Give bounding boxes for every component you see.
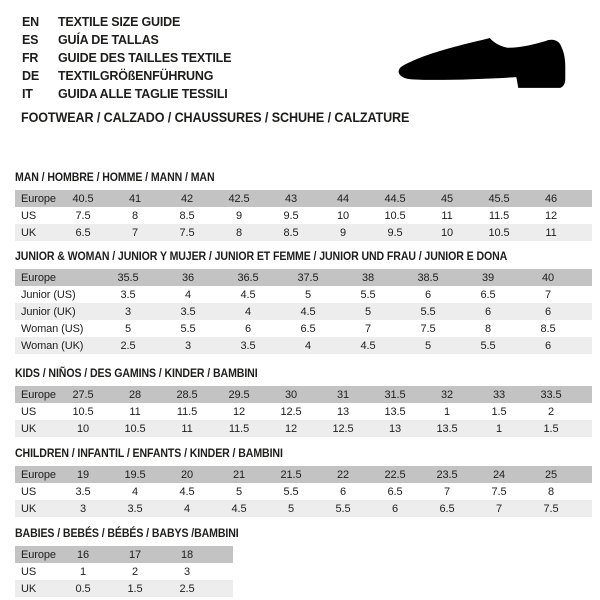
size-cell: 19.5	[124, 468, 146, 481]
size-cell: 5	[304, 288, 312, 301]
size-cell: 2	[547, 405, 555, 418]
row-label: UK	[21, 502, 37, 515]
size-cell: 7	[443, 485, 451, 498]
size-cell: 1.5	[543, 422, 559, 435]
size-cell: 2	[131, 565, 139, 578]
size-cell: 13.5	[436, 422, 458, 435]
size-cell: 45	[440, 192, 454, 205]
size-cell: 10	[76, 422, 90, 435]
table-row	[15, 269, 592, 286]
size-cell: 4	[244, 305, 252, 318]
size-cell: 5	[235, 485, 243, 498]
row-label: Europe	[21, 388, 56, 401]
section-title: BABIES / BEBÉS / BÉBÉS / BABYS /BAMBINI	[15, 526, 239, 540]
size-cell: 35.5	[117, 271, 139, 284]
size-cell: 2.5	[120, 339, 136, 352]
size-cell: 9	[235, 209, 243, 222]
size-cell: 19	[76, 468, 90, 481]
size-cell: 2.5	[179, 582, 195, 595]
size-cell: 42	[180, 192, 194, 205]
size-cell: 11	[181, 422, 193, 435]
size-cell: 6	[244, 322, 252, 335]
size-cell: 5.5	[180, 322, 196, 335]
row-label: Junior (UK)	[21, 305, 76, 318]
section-title: KIDS / NIÑOS / DES GAMINS / KINDER / BAMBINI	[15, 366, 258, 380]
table-row	[15, 386, 592, 403]
row-label: US	[21, 485, 37, 498]
size-table-section	[15, 527, 269, 597]
size-cell: 11.5	[228, 422, 250, 435]
size-cell: 33	[492, 388, 506, 401]
size-cell: 3.5	[120, 288, 136, 301]
size-cell: 23.5	[436, 468, 458, 481]
size-cell: 4.5	[360, 339, 376, 352]
size-cell: 37.5	[297, 271, 319, 284]
table-row	[15, 190, 592, 207]
size-cell: 7	[495, 502, 503, 515]
size-cell: 27.5	[72, 388, 94, 401]
size-cell: 1.5	[491, 405, 507, 418]
size-cell: 4.5	[179, 485, 195, 498]
size-cell: 42.5	[228, 192, 250, 205]
size-cell: 6.5	[75, 226, 91, 239]
size-cell: 36.5	[237, 271, 259, 284]
size-cell: 6.5	[387, 485, 403, 498]
size-cell: 46	[544, 192, 558, 205]
size-cell: 21	[232, 468, 246, 481]
size-cell: 39	[481, 271, 495, 284]
size-cell: 3	[184, 339, 192, 352]
size-cell: 38.5	[417, 271, 439, 284]
table-row	[15, 337, 592, 354]
row-label: US	[21, 565, 37, 578]
language-code: IT	[22, 87, 33, 101]
size-cell: 12	[544, 209, 558, 222]
size-cell: 8	[131, 209, 139, 222]
size-cell: 8	[484, 322, 492, 335]
table-row	[15, 546, 233, 563]
size-cell: 5.5	[480, 339, 496, 352]
size-cell: 5	[124, 322, 132, 335]
language-row	[22, 31, 231, 49]
size-cell: 5	[364, 305, 372, 318]
size-cell: 43	[284, 192, 298, 205]
size-cell: 7.5	[420, 322, 436, 335]
size-table	[15, 190, 592, 241]
size-cell: 9.5	[387, 226, 403, 239]
language-row	[22, 13, 231, 31]
row-label: UK	[21, 226, 37, 239]
size-cell: 10.5	[124, 422, 146, 435]
language-label: TEXTILGRÖßENFÜHRUNG	[58, 69, 214, 83]
size-cell: 3	[124, 305, 132, 318]
row-label: Europe	[21, 192, 56, 205]
size-cell: 4	[131, 485, 139, 498]
row-label: UK	[21, 422, 37, 435]
size-table	[15, 269, 592, 354]
size-cell: 45.5	[488, 192, 510, 205]
size-cell: 1	[495, 422, 503, 435]
size-cell: 44	[336, 192, 350, 205]
row-label: Woman (US)	[21, 322, 84, 335]
size-cell: 5.5	[360, 288, 376, 301]
size-cell: 13.5	[384, 405, 406, 418]
size-cell: 13	[388, 422, 402, 435]
size-cell: 41	[128, 192, 142, 205]
size-cell: 6.5	[439, 502, 455, 515]
size-cell: 6	[544, 339, 552, 352]
table-row	[15, 303, 592, 320]
size-cell: 8.5	[283, 226, 299, 239]
size-cell: 10.5	[72, 405, 94, 418]
table-row	[15, 207, 592, 224]
table-row	[15, 224, 592, 241]
row-label: Junior (US)	[21, 288, 76, 301]
language-label: TEXTILE SIZE GUIDE	[58, 15, 181, 29]
size-cell: 5	[424, 339, 432, 352]
size-cell: 11	[441, 209, 453, 222]
size-cell: 9	[339, 226, 347, 239]
size-cell: 5	[287, 502, 295, 515]
size-cell: 13	[336, 405, 350, 418]
size-cell: 44.5	[384, 192, 406, 205]
size-table-section	[15, 171, 592, 241]
size-cell: 0.5	[75, 582, 91, 595]
row-label: UK	[21, 582, 37, 595]
size-cell: 12.5	[332, 422, 354, 435]
row-label: Europe	[21, 548, 56, 561]
size-cell: 6	[424, 288, 432, 301]
size-cell: 4.5	[300, 305, 316, 318]
size-cell: 1	[443, 405, 451, 418]
size-cell: 10.5	[384, 209, 406, 222]
section-title: CHILDREN / INFANTIL / ENFANTS / KINDER / BAMBINI	[15, 446, 283, 460]
row-label: Europe	[21, 468, 56, 481]
table-row	[15, 466, 592, 483]
language-list	[22, 13, 231, 103]
language-label: GUÍA DE TALLAS	[58, 33, 159, 47]
table-row	[15, 403, 592, 420]
size-cell: 1.5	[127, 582, 143, 595]
size-cell: 4.5	[240, 288, 256, 301]
size-cell: 31.5	[384, 388, 406, 401]
size-cell: 7.5	[491, 485, 507, 498]
language-code: DE	[22, 69, 39, 83]
size-cell: 12	[284, 422, 298, 435]
size-cell: 4	[183, 502, 191, 515]
size-cell: 12	[232, 405, 246, 418]
size-cell: 3	[183, 565, 191, 578]
language-row	[22, 67, 231, 85]
size-cell: 11	[545, 226, 557, 239]
size-cell: 6	[544, 305, 552, 318]
size-cell: 8.5	[540, 322, 556, 335]
size-cell: 5.5	[420, 305, 436, 318]
language-code: FR	[22, 51, 39, 65]
table-row	[15, 500, 592, 517]
size-cell: 10	[440, 226, 454, 239]
size-cell: 7	[544, 288, 552, 301]
section-title: MAN / HOMBRE / HOMME / MANN / MAN	[15, 170, 215, 184]
size-cell: 11.5	[176, 405, 198, 418]
row-label: US	[21, 209, 37, 222]
size-cell: 33.5	[540, 388, 562, 401]
table-row	[15, 580, 233, 597]
language-label: GUIDA ALLE TAGLIE TESSILI	[58, 87, 228, 101]
language-label: GUIDE DES TAILLES TEXTILE	[58, 51, 232, 65]
size-cell: 20	[180, 468, 194, 481]
size-table	[15, 386, 592, 437]
size-cell: 22	[336, 468, 350, 481]
size-cell: 4	[304, 339, 312, 352]
size-table-section	[15, 367, 592, 437]
size-cell: 10.5	[488, 226, 510, 239]
size-cell: 40	[541, 271, 555, 284]
size-cell: 7.5	[179, 226, 195, 239]
size-cell: 4.5	[231, 502, 247, 515]
table-row	[15, 420, 592, 437]
row-label: Europe	[21, 271, 56, 284]
size-cell: 32	[440, 388, 454, 401]
size-table-section	[15, 447, 592, 517]
size-cell: 18	[180, 548, 194, 561]
language-code: EN	[22, 15, 39, 29]
size-cell: 22.5	[384, 468, 406, 481]
size-cell: 3.5	[75, 485, 91, 498]
table-row	[15, 320, 592, 337]
size-cell: 11	[129, 405, 141, 418]
size-cell: 5.5	[335, 502, 351, 515]
size-cell: 3.5	[180, 305, 196, 318]
size-cell: 24	[492, 468, 506, 481]
size-cell: 8	[235, 226, 243, 239]
size-table	[15, 546, 233, 597]
size-cell: 11.5	[488, 209, 510, 222]
language-code: ES	[22, 33, 39, 47]
size-cell: 21.5	[280, 468, 302, 481]
size-cell: 36	[181, 271, 195, 284]
size-cell: 6	[391, 502, 399, 515]
size-cell: 40.5	[72, 192, 94, 205]
section-title: JUNIOR & WOMAN / JUNIOR Y MUJER / JUNIOR ET FEMME / JUNIOR UND FRAU / JUNIOR E DONA	[15, 249, 508, 263]
size-cell: 28.5	[176, 388, 198, 401]
size-cell: 7	[364, 322, 372, 335]
size-cell: 6	[339, 485, 347, 498]
size-cell: 7.5	[543, 502, 559, 515]
size-cell: 4	[184, 288, 192, 301]
row-label: US	[21, 405, 37, 418]
size-cell: 5.5	[283, 485, 299, 498]
size-cell: 29.5	[228, 388, 250, 401]
size-cell: 9.5	[283, 209, 299, 222]
table-row	[15, 286, 592, 303]
size-cell: 3.5	[127, 502, 143, 515]
size-cell: 6.5	[300, 322, 316, 335]
size-cell: 8.5	[179, 209, 195, 222]
size-cell: 3	[79, 502, 87, 515]
size-cell: 25	[544, 468, 558, 481]
size-cell: 1	[79, 565, 87, 578]
size-cell: 12.5	[280, 405, 302, 418]
size-cell: 7	[131, 226, 139, 239]
size-cell: 31	[336, 388, 350, 401]
size-table	[15, 466, 592, 517]
category-heading: FOOTWEAR / CALZADO / CHAUSSURES / SCHUHE / CALZATURE	[21, 110, 410, 125]
table-row	[15, 483, 592, 500]
size-table-section	[15, 250, 592, 354]
size-cell: 38	[361, 271, 375, 284]
size-cell: 7.5	[75, 209, 91, 222]
size-cell: 8	[547, 485, 555, 498]
table-row	[15, 563, 233, 580]
size-cell: 16	[76, 548, 90, 561]
shoe-icon	[392, 17, 578, 106]
size-cell: 10	[336, 209, 350, 222]
size-cell: 17	[128, 548, 142, 561]
size-cell: 6	[484, 305, 492, 318]
size-cell: 6.5	[480, 288, 496, 301]
size-cell: 28	[128, 388, 142, 401]
size-cell: 30	[284, 388, 298, 401]
language-row	[22, 85, 231, 103]
row-label: Woman (UK)	[21, 339, 84, 352]
language-row	[22, 49, 231, 67]
size-cell: 3.5	[240, 339, 256, 352]
